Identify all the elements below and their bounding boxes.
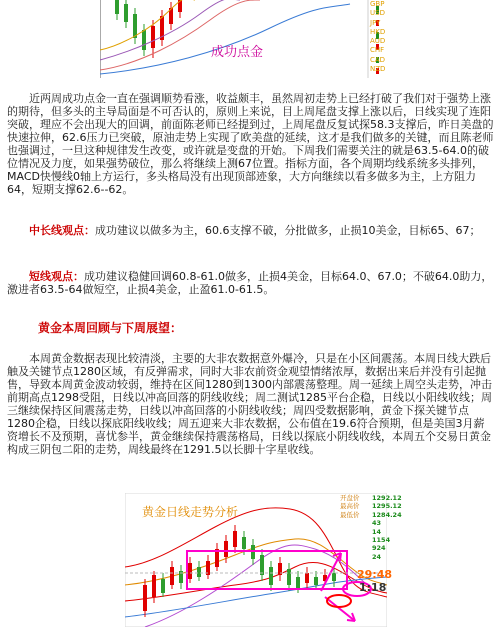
time-label: 1:18 [359, 581, 387, 594]
stat-value: 14 [372, 527, 382, 536]
mid-long-text: 成功建议以做多为主，60.6支撑不破，分批做多，止损10美金，目标65、67； [95, 224, 481, 237]
currency-label: NZD [370, 65, 386, 74]
stat-value: 1295.12 [372, 502, 402, 511]
gold-section-heading: 黄金本周回顾与下周展望： [38, 321, 183, 335]
short-label: 短线观点： [29, 270, 84, 283]
price-label: 29:48 [357, 568, 393, 581]
currency-list [370, 0, 385, 74]
gold-chart-stats [340, 494, 402, 561]
currency-label: CHF [370, 46, 385, 55]
currency-label: JPY [370, 18, 381, 27]
top-chart-caption: 成功点金 [211, 45, 264, 60]
oil-analysis-paragraph: 近两周成功点金一直在强调顺势看涨，收益颇丰，虽然周初走势上已经打破了我们对于强势上涨的期待，但多头的主导局面是不可否认的，原则上来说，目上周尾盘支撑上涨以后，日线实现了连阳突破，理应不会出现大的回调，前面陈老师已经提到过，上周尾盘反复试探58.3支撑后，昨日美盘的快速拉伸，62.6压力已突破，原油走势上实现了欧美盘的延续，这才是我们做多的关键，而且陈老师也强调过，一旦这种规律发生改变，或许就是变盘的开始。下周我们需要关注的就是63.5-64.0的破位情况及力度，如果强势破位，那么将继续上测67位置。指标方面，各个周期均线系统多头排列，MACD快慢线0轴上方运行，多头格局没有出现顶部迹象，大方向继续以看多做多为主，上方阻力64，短期支撑62.6--62。 [7, 92, 494, 196]
stat-value: 43 [372, 519, 382, 528]
stat-label: 最高价 [340, 502, 360, 511]
currency-label: HKD [370, 27, 386, 36]
top-chart-svg [100, 0, 410, 78]
stat-label: 开盘价 [340, 494, 360, 502]
stat-value: 1284.24 [372, 510, 402, 519]
stat-value: 1292.12 [372, 494, 402, 502]
currency-label: GBP [370, 0, 385, 8]
stat-value: 24 [372, 552, 382, 561]
stat-value: 924 [372, 544, 386, 553]
top-chart [100, 0, 410, 78]
currency-label: USD [370, 9, 385, 18]
gold-chart-title: 黄金日线走势分析 [142, 505, 239, 519]
short-view [7, 270, 494, 296]
currency-label: CAD [370, 55, 386, 64]
stat-label: 最低价 [340, 510, 360, 519]
gold-review-paragraph: 本周黄金数据表现比较清淡，主要的大非农数据意外爆冷，只是在小区间震荡。本周日线大跌后触及关键节点1280区域，有反弹需求，同时大非农前资金观望情绪浓厚，数据出来后并没有引起抛售，导致本周黄金波动较弱，维持在区间1280到1300内部震荡整理。周一延续上周空头走势，冲击前期高点1298受阻，日线以冲高回落的阴线收线；周二测试1285平台企稳，日线以小阳线收线；周三继续保持区间震荡走势，日线以冲高回落的小阴线收线；周四受数据影响，黄金下探关键节点1280企稳，日线以探底阳线收线；周五迎来大非农数据，公布值在19.6符合预期，但是美国3月薪资增长不及预期，喜忧参半，黄金继续保持震荡格局，日线以探底小阴线收线，本周五个交易日黄金构成三阴包二阳的走势，周线最终在1291.5以长脚十字星收线。 [7, 352, 492, 456]
currency-label: AUD [370, 37, 386, 46]
mid-long-label: 中长线观点： [29, 224, 95, 237]
stat-value: 1154 [372, 536, 391, 545]
mid-long-view [7, 224, 494, 237]
short-text: 成功建议稳健回调60.8-61.0做多，止损4美金，目标64.0、67.0；不破64.0助力，激进者63.5-64做短空，止损4美金，止盈61.0-61.5。 [7, 270, 493, 296]
